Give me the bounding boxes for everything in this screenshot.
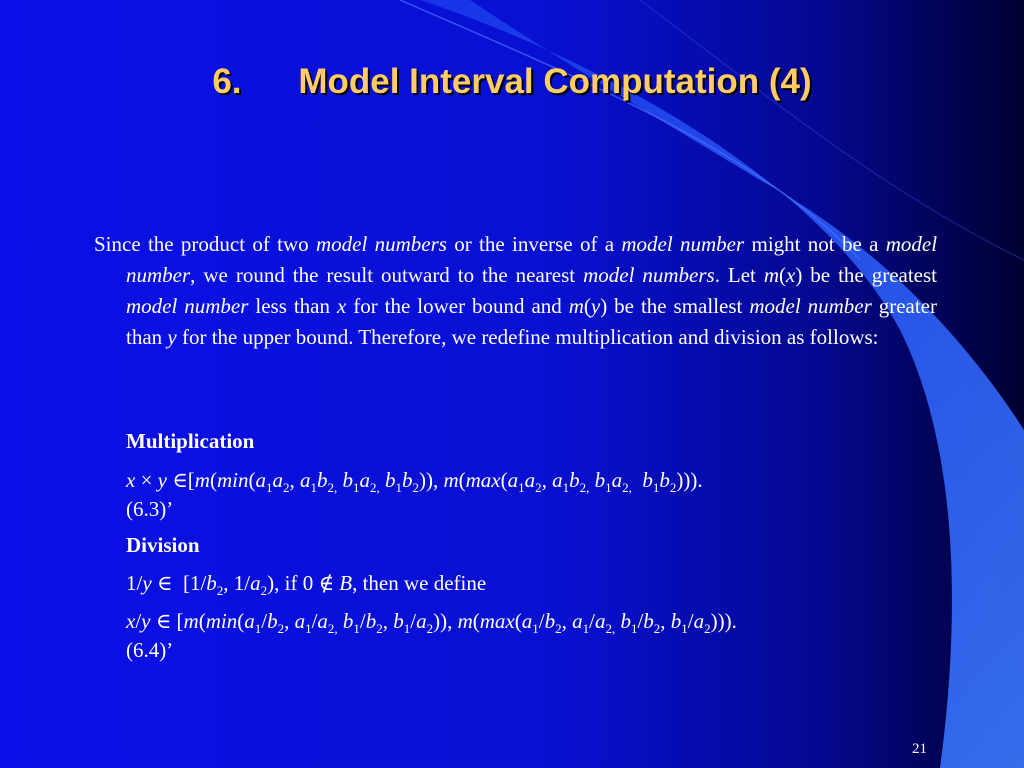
division-heading: Division [126,533,200,557]
intro-paragraph: Since the product of two model numbers or the inverse of a model number might not be a model number, we round the result outward to the nearest model numbers. Let m(x) be the greatest model number less than x for the lower bound and m(y) be the smallest model number greater than y for the upper bound. Therefore, we redefine multiplication and division as follows: [94,232,938,349]
page-number: 21 [912,741,927,757]
division-formula-text: x/y ∈ [$m(\min(a_1/b_2$, $a_1/a_{2,}$ $b_1/b_2$, $b_1/a_2$)), $m(\max(a_1/b_2$, $a_1/a_{2,}$ $b_1/b_2$, $b_1/a_2$))). [126,609,737,636]
slide-title [0,62,1024,102]
multiplication-heading: Multiplication [126,429,255,453]
division-equation-number: (6.4)’ [126,638,174,662]
division-condition [126,568,926,598]
multiplication-equation-number: (6.3)’ [126,497,174,521]
slide-title-text: Model Interval Computation (4) [298,62,812,101]
multiplication-formula [126,465,926,495]
multiplication-formula-text: x × y $\in[m(\min(a_1a_2$, $a_1b_{2,}$ $b_1a_{2,}$ $b_1b_2$)), $m(\max(a_1a_2$, $a_1b_{2,}$ $b_1a_{2,}$ $b_1b_2$))). [126,468,703,495]
division-condition-text: 1/y ∈ [$1/b_2$, $1/a_2$), if 0 ∉ B, then we define [126,571,487,598]
slide-title-number: 6. [212,62,242,101]
division-formula [126,606,926,636]
